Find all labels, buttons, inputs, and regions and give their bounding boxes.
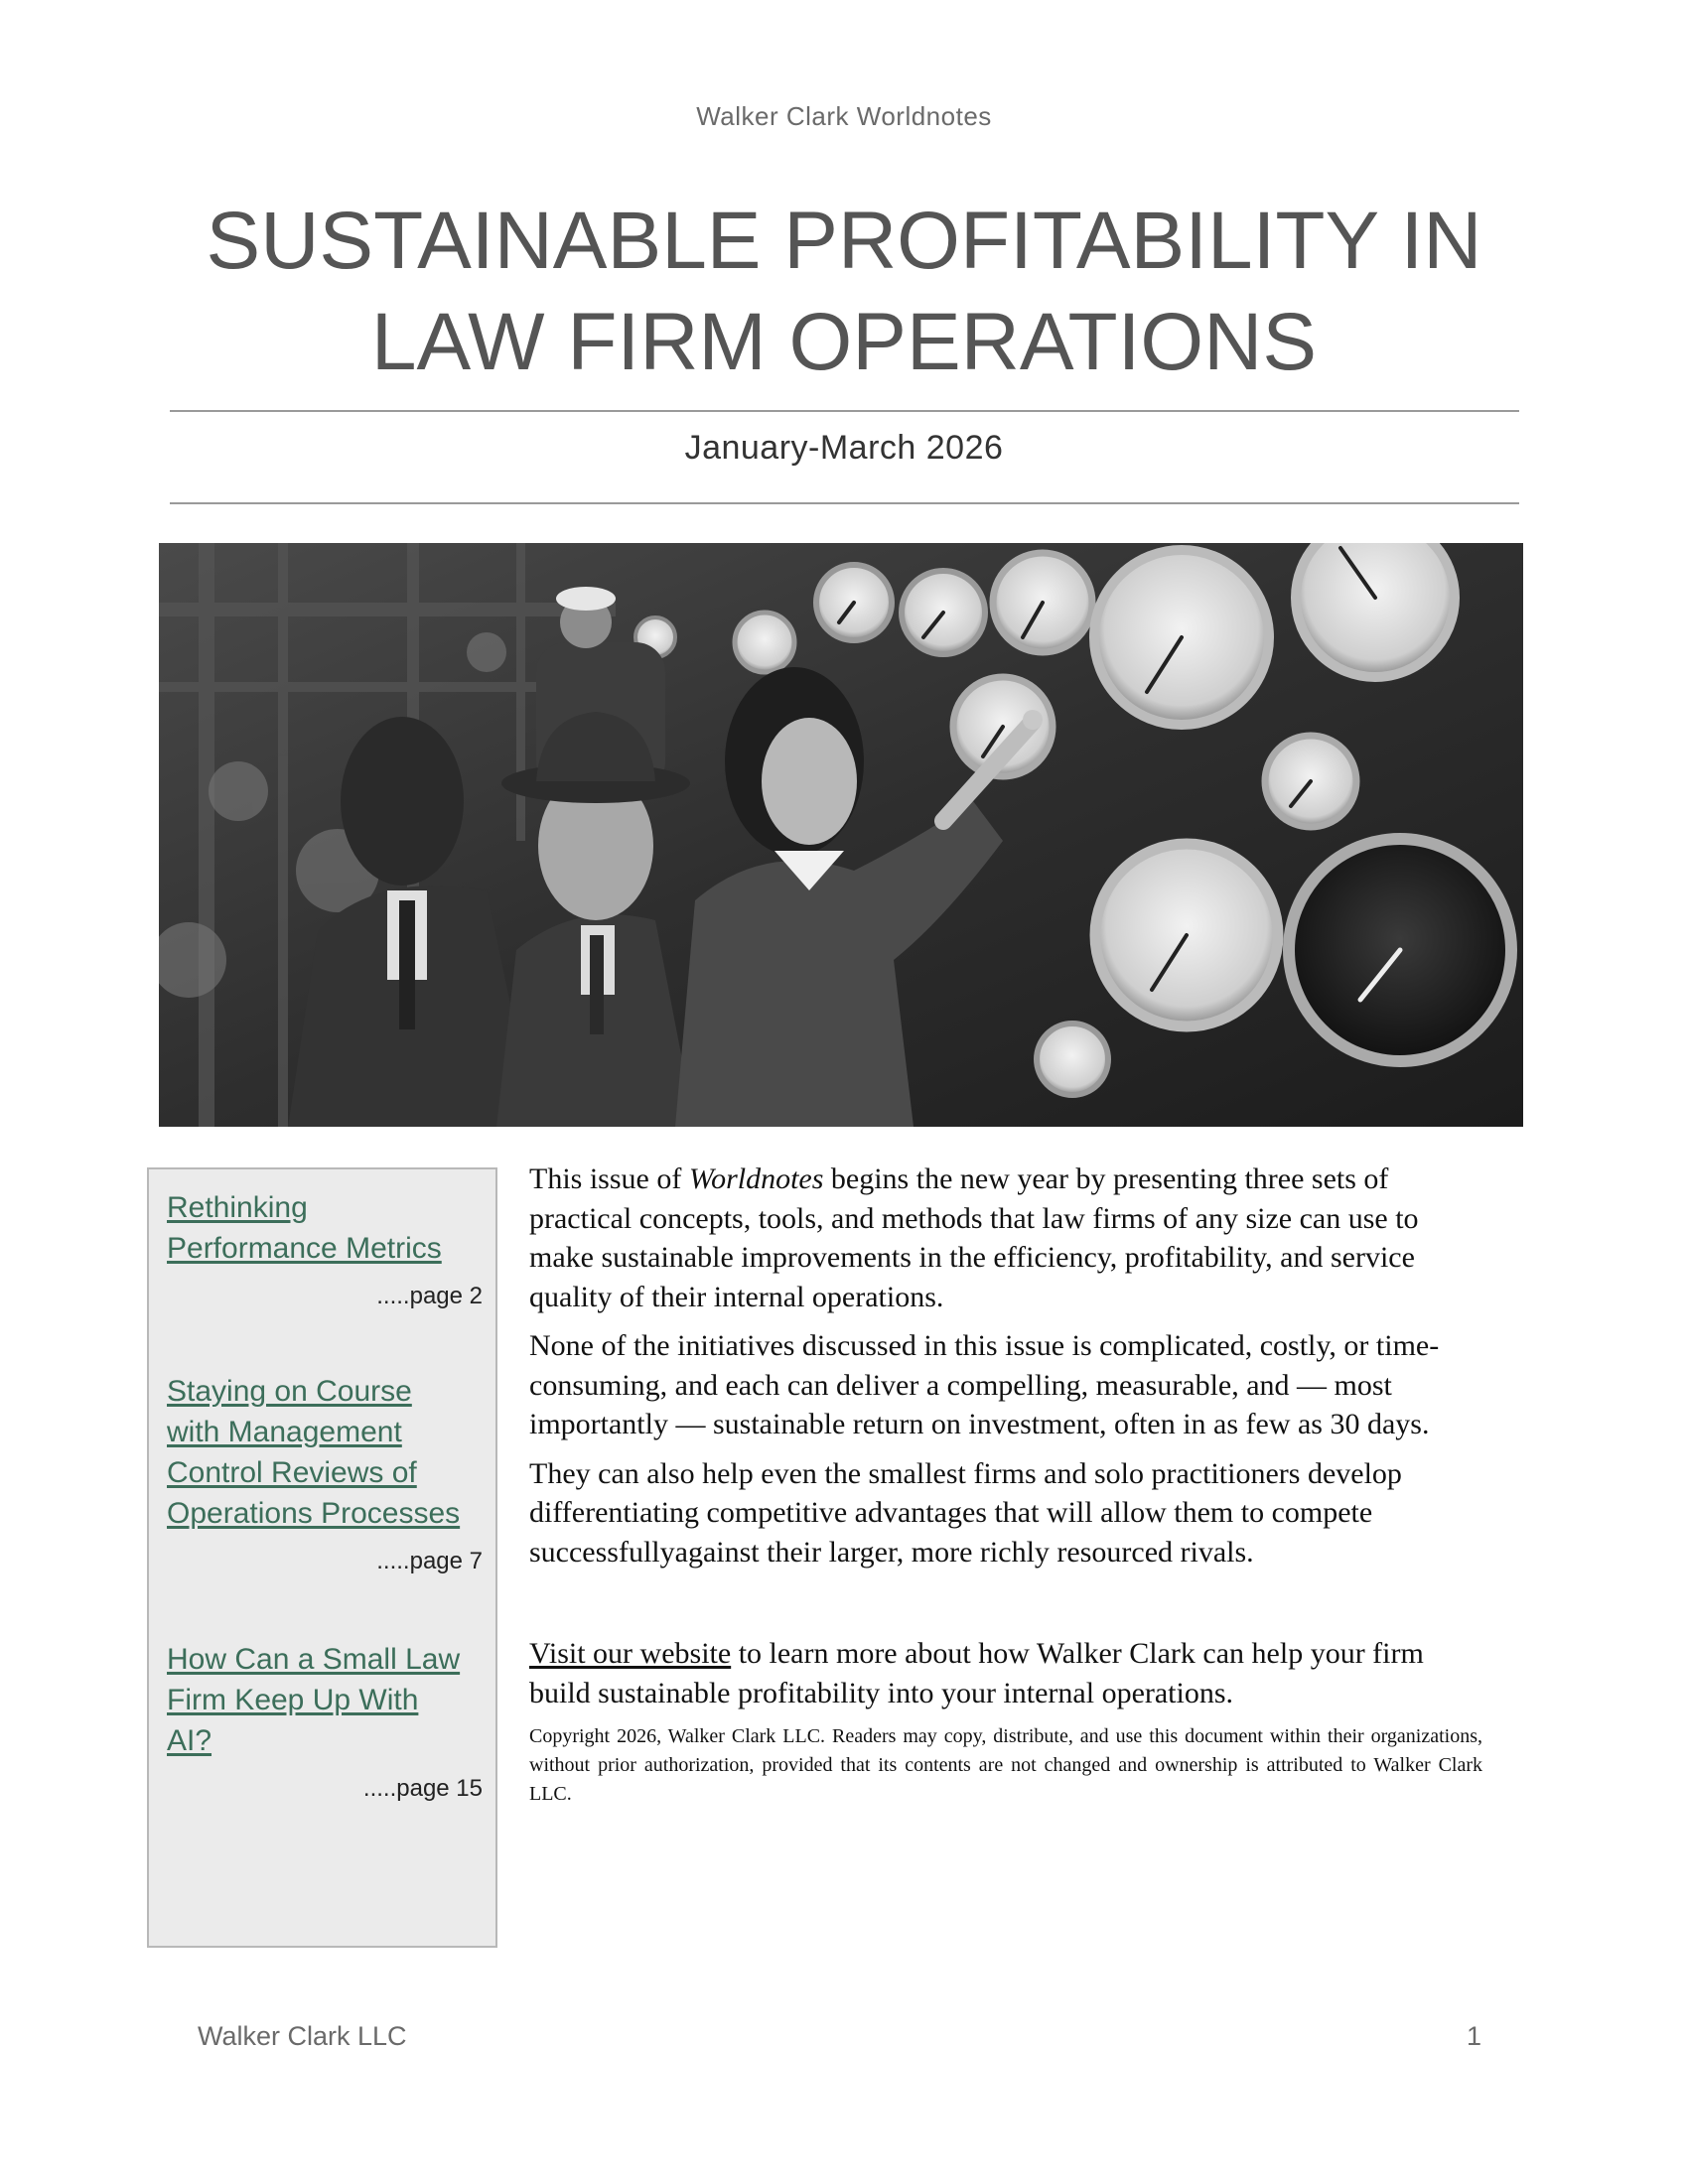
intro-text-span: This issue of [529,1162,689,1195]
intro-text-span: begins the new year by presenting three sets of practical concepts, tools, and methods that law firms of any size can use to make sustainable improvements in the efficiency, profitability, and service quality of their internal operations. [529,1162,1419,1313]
toc-link-line: with Management [167,1416,402,1448]
toc-entry [167,1371,485,1575]
toc-link-small-law-firm-ai[interactable] [167,1639,485,1761]
website-cta [529,1634,1482,1712]
copyright-notice: Copyright 2026, Walker Clark LLC. Readers may copy, distribute, and use this document within their organizations, without prior authorization, provided that its contents are not changed and ownership is attributed to Walker Clark LLC. [529,1725,1482,1805]
intro-paragraph-3: They can also help even the smallest firms and solo practitioners develop differentiating competitive advantages that will allow them to compete successfullyagainst their larger, more richly resourced rivals. [529,1456,1402,1569]
toc-link-line: Firm Keep Up With [167,1684,419,1716]
intro-paragraph-2: None of the initiatives discussed in this issue is complicated, costly, or time-consuming, and each can deliver a compelling, measurable, and — most importantly — sustainable return on investment, often in as few as 30 days. [529,1329,1440,1440]
intro-text [529,1160,1482,1809]
toc-link-performance-metrics[interactable] [167,1187,485,1269]
page-title [149,191,1539,393]
toc-link-line: How Can a Small Law [167,1643,461,1676]
toc-page-ref: .....page 2 [376,1283,483,1309]
hero-photo [159,543,1523,1127]
toc-link-line: Rethinking [167,1191,308,1224]
toc-entry [167,1639,485,1803]
issue-date: January-March 2026 [684,429,1004,467]
toc-link-line: AI? [167,1724,212,1757]
toc-link-line: Operations Processes [167,1497,461,1530]
title-line-2: LAW FIRM OPERATIONS [370,297,1318,387]
bottom-divider [170,502,1519,504]
toc-link-line: Control Reviews of [167,1456,417,1489]
title-line-1: SUSTAINABLE PROFITABILITY IN [206,196,1482,286]
toc-entry [167,1187,485,1310]
table-of-contents [147,1167,497,1948]
toc-link-line: Staying on Course [167,1375,412,1408]
top-divider [170,410,1519,412]
cta-text: to learn more about how Walker Clark can help your firm build sustainable profitability into your internal operations. [529,1637,1424,1709]
page-number: 1 [1466,2021,1481,2051]
visit-website-link[interactable]: Visit our website [529,1637,732,1670]
toc-link-management-control-reviews[interactable] [167,1371,485,1534]
toc-page-ref: .....page 7 [376,1548,483,1574]
toc-link-line: Performance Metrics [167,1232,442,1265]
toc-page-ref: .....page 15 [362,1775,483,1802]
intro-paragraph-1 [529,1160,1482,1316]
publication-name: Worldnotes [688,1162,824,1195]
running-head: Walker Clark Worldnotes [696,101,992,131]
footer-company: Walker Clark LLC [198,2021,407,2051]
